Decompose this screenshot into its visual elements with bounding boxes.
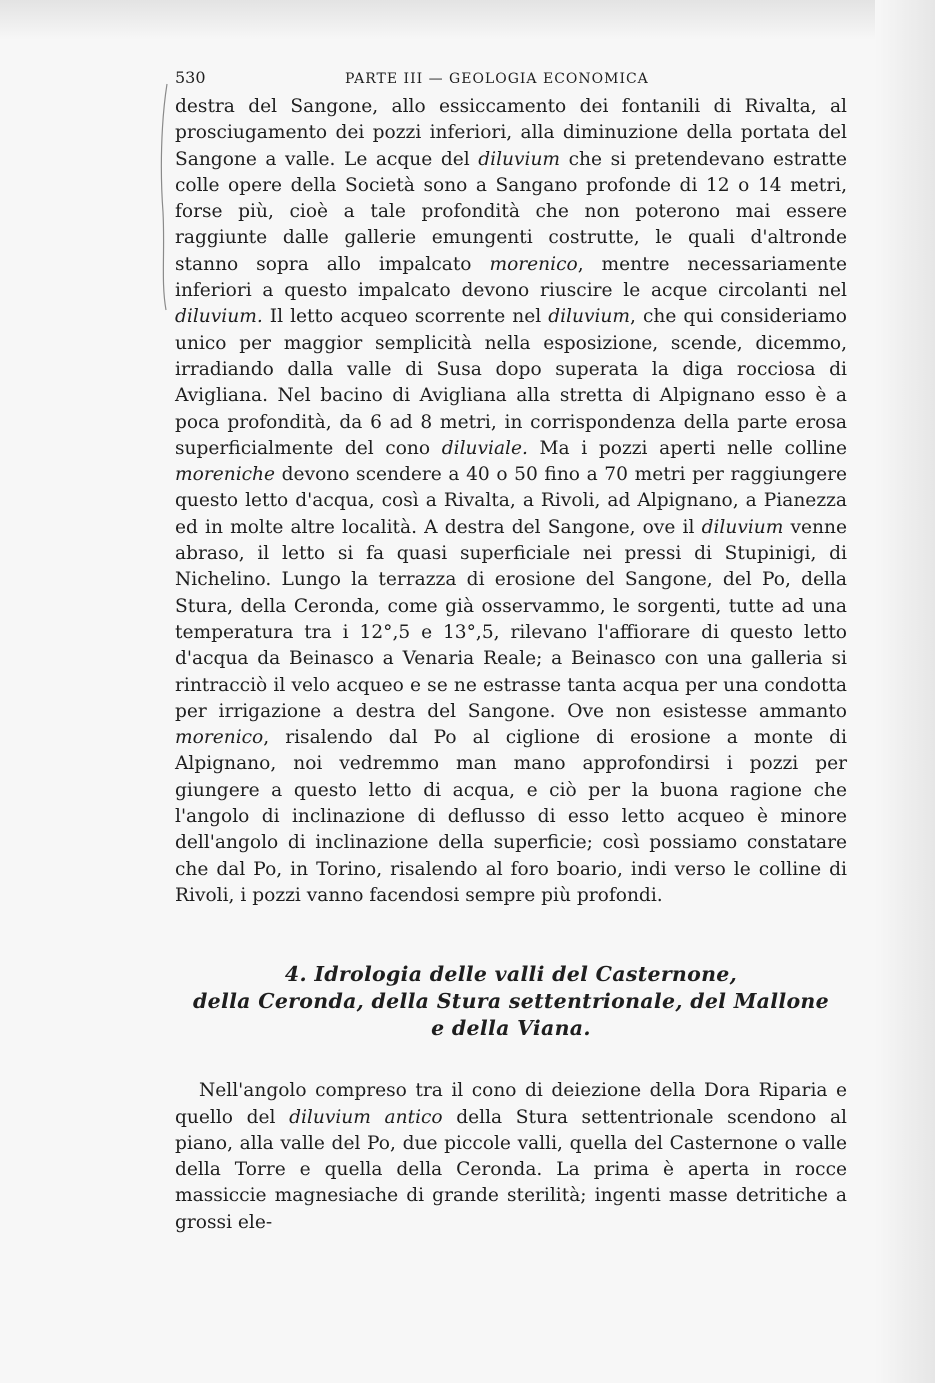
text-run: devono scendere a 40 o 50 fino a 70 metri per raggiungere questo letto d'acqua, così a Rivalta, a Rivoli, ad Alpignano, a Pianezza ed in molte altre località. A destra del Sangone, ove il [175, 464, 847, 538]
text-run: , che qui consideriamo unico per maggior semplicità nella esposizione, scende, dicemmo, irradiando dalla valle di Susa dopo superata la diga rocciosa di Avigliana. Nel bacino di Avigliana alla stretta di Alpignano esso è a poca profondità, da 6 ad 8 metri, in corrispondenza della parte erosa superficialmente del cono [175, 306, 847, 459]
running-header [175, 68, 847, 94]
scan-shadow-right [875, 0, 935, 1383]
paragraph-text [175, 94, 847, 909]
italic-term: diluvium [478, 148, 561, 170]
text-run: Nell'angolo compreso tra il cono di deiezione della Dora Riparia e quello del [175, 1080, 847, 1128]
running-title: PARTE III — GEOLOGIA ECONOMICA [345, 71, 649, 87]
text-run: che si pretendevano estratte colle opere della Società sono a Sangano profonde di 12 o 14 metri, forse più, cioè a tale profondità che non poterono mai essere raggiunte dalle gallerie emungenti costrutte, le quali d'altronde stanno sopra allo impalcato [175, 148, 848, 275]
body-paragraph-1 [175, 94, 847, 909]
italic-term: diluvium [548, 306, 631, 328]
section-heading-line-1: 4. Idrologia delle valli del Casternone, [284, 962, 738, 987]
text-run: , mentre necessariamente inferiori a questo impalcato devono riuscire le acque circolanti nel [175, 253, 848, 302]
italic-term: diluvium. [175, 306, 263, 328]
margin-pencil-mark [157, 82, 171, 312]
italic-term: diluvium [701, 516, 784, 538]
scan-shadow-top [0, 0, 935, 40]
text-run: destra del Sangone, allo essiccamento dei fontanili di Rivalta, al prosciugamento dei pozzi inferiori, alla diminuzione della portata del Sangone a valle. Le acque del [175, 96, 847, 170]
paragraph-text [175, 1078, 847, 1236]
section-heading [175, 961, 847, 1042]
section-heading-line-2: della Ceronda, della Stura settentrionale, del Mallone [193, 989, 829, 1014]
text-run: Ma i pozzi aperti nelle colline [527, 437, 847, 459]
book-page [175, 68, 847, 1236]
italic-term: diluvium antico [289, 1106, 443, 1128]
italic-term: morenico [175, 727, 264, 749]
italic-term: morenico [489, 253, 578, 275]
body-paragraph-2 [175, 1078, 847, 1236]
text-run: venne abraso, il letto si fa quasi superficiale nei pressi di Stupinigi, di Nichelino. Lungo la terrazza di erosione del Sangone, del Po, della Stura, della Ceronda, come già osservammo, le sorgenti, tutte ad una temperatura tra i 12°,5 e 13°,5, rilevano l'affiorare di questo letto d'acqua da Beinasco a Venaria Reale; a Beinasco con una galleria si rintracciò il velo acqueo e se ne estrasse tanta acqua per una condotta per irrigazione a destra del Sangone. Ove non esistesse ammanto [175, 516, 848, 722]
text-run: , risalendo dal Po al ciglione di erosione a monte di Alpignano, noi vedremmo man mano approfondirsi i pozzi per giungere a questo letto di acqua, e ciò per la buona ragione che l'angolo di inclinazione di deflusso di esso letto acqueo è minore dell'angolo di inclinazione della superficie; così possiamo constatare che dal Po, in Torino, risalendo al foro boario, indi verso le colline di Rivoli, i pozzi vanno facendosi sempre più profondi. [175, 727, 847, 906]
italic-term: moreniche [175, 464, 276, 486]
page-number: 530 [175, 68, 206, 87]
section-heading-line-3: e della Viana. [431, 1016, 591, 1041]
text-run: Il letto acqueo scorrente nel [262, 306, 549, 328]
text-run: della Stura settentrionale scendono al piano, alla valle del Po, due piccole valli, quella del Casternone o valle della Torre e quella della Ceronda. La prima è aperta in rocce massiccie magnesiache di grande sterilità; ingenti masse detritiche a grossi ele- [175, 1106, 847, 1233]
italic-term: diluviale. [441, 437, 528, 459]
